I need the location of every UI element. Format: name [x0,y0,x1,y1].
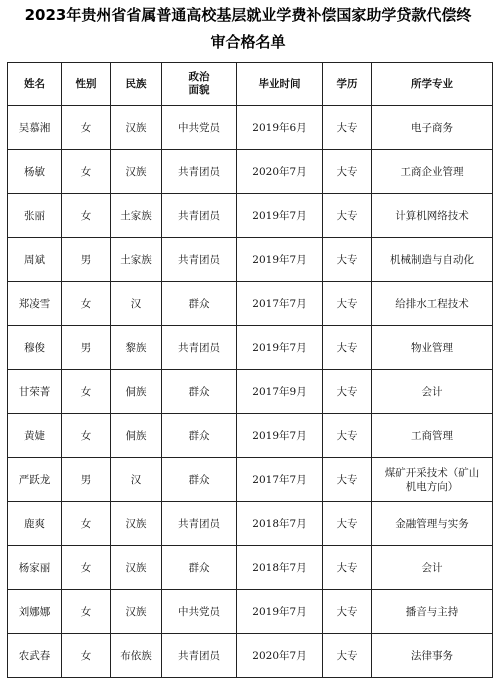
cell-graduation-date: 2019年7月 [237,414,323,458]
cell-major-text: 会计 [421,385,443,398]
cell-major-text: 工商管理 [411,429,453,442]
cell-ethnicity: 汉 [111,458,162,502]
cell-major [372,546,493,590]
page-title-line-1: 2023年贵州省省属普通高校基层就业学费补偿国家助学贷款代偿终 [24,6,472,24]
cell-ethnicity: 汉 [111,282,162,326]
cell-education: 大专 [323,106,372,150]
table-row [8,282,493,326]
cell-ethnicity: 汉族 [111,106,162,150]
cell-education: 大专 [323,370,372,414]
cell-ethnicity: 汉族 [111,150,162,194]
cell-graduation-date: 2018年7月 [237,546,323,590]
cell-ethnicity: 汉族 [111,502,162,546]
cell-graduation-date: 2017年9月 [237,370,323,414]
cell-major-text: 法律事务 [411,649,453,662]
table-row [8,546,493,590]
cell-political-status: 中共党员 [162,106,237,150]
cell-political-status: 共青团员 [162,634,237,678]
cell-gender: 男 [62,326,111,370]
cell-major [372,590,493,634]
cell-education: 大专 [323,326,372,370]
cell-political-status: 共青团员 [162,150,237,194]
cell-ethnicity: 土家族 [111,238,162,282]
table-row [8,106,493,150]
cell-gender: 女 [62,590,111,634]
cell-graduation-date: 2019年7月 [237,590,323,634]
table-row [8,634,493,678]
cell-education: 大专 [323,546,372,590]
cell-ethnicity: 土家族 [111,194,162,238]
cell-gender: 女 [62,106,111,150]
cell-major [372,502,493,546]
cell-major [372,370,493,414]
cell-gender: 男 [62,458,111,502]
cell-name: 刘娜娜 [8,590,62,634]
table-row [8,590,493,634]
table-row [8,502,493,546]
cell-ethnicity: 黎族 [111,326,162,370]
cell-graduation-date: 2020年7月 [237,150,323,194]
cell-name: 黄婕 [8,414,62,458]
cell-major-text: 电子商务 [411,121,453,134]
cell-education: 大专 [323,458,372,502]
cell-major-text: 计算机网络技术 [395,209,469,222]
cell-political-status: 群众 [162,458,237,502]
cell-education: 大专 [323,414,372,458]
cell-education: 大专 [323,502,372,546]
table-row [8,194,493,238]
cell-political-status: 共青团员 [162,326,237,370]
cell-major-text: 工商企业管理 [400,165,464,178]
cell-political-status: 共青团员 [162,194,237,238]
cell-gender: 女 [62,502,111,546]
cell-name: 郑凌雪 [8,282,62,326]
cell-political-status: 共青团员 [162,238,237,282]
cell-gender: 女 [62,370,111,414]
header-name: 姓名 [8,63,62,106]
cell-graduation-date: 2019年7月 [237,326,323,370]
table-row [8,414,493,458]
cell-gender: 女 [62,282,111,326]
cell-major [372,634,493,678]
cell-major-text: 金融管理与实务 [395,517,469,530]
cell-education: 大专 [323,282,372,326]
cell-graduation-date: 2019年6月 [237,106,323,150]
cell-gender: 女 [62,546,111,590]
header-political-status-label: 政治面貌 [188,71,210,96]
cell-education: 大专 [323,590,372,634]
cell-major [372,326,493,370]
cell-education: 大专 [323,238,372,282]
cell-graduation-date: 2017年7月 [237,458,323,502]
cell-political-status: 群众 [162,282,237,326]
cell-major-text: 煤矿开采技术（矿山机电方向） [384,466,480,493]
cell-major [372,414,493,458]
cell-gender: 女 [62,194,111,238]
cell-education: 大专 [323,634,372,678]
table-row [8,150,493,194]
cell-major-text: 机械制造与自动化 [390,253,474,266]
cell-graduation-date: 2018年7月 [237,502,323,546]
cell-graduation-date: 2019年7月 [237,194,323,238]
cell-major [372,194,493,238]
table-row [8,326,493,370]
cell-gender: 男 [62,238,111,282]
cell-education: 大专 [323,150,372,194]
header-ethnicity: 民族 [111,63,162,106]
cell-major [372,282,493,326]
cell-major-text: 播音与主持 [405,605,459,618]
table-header-row [8,63,493,106]
cell-political-status: 共青团员 [162,502,237,546]
table-row [8,370,493,414]
cell-political-status: 中共党员 [162,590,237,634]
header-education: 学历 [323,63,372,106]
cell-name: 杨敏 [8,150,62,194]
header-gender: 性别 [62,63,111,106]
cell-name: 杨家丽 [8,546,62,590]
cell-education: 大专 [323,194,372,238]
cell-political-status: 群众 [162,546,237,590]
cell-name: 吴慕湘 [8,106,62,150]
header-political-status [162,63,237,106]
cell-gender: 女 [62,150,111,194]
cell-name: 穆俊 [8,326,62,370]
cell-major [372,106,493,150]
roster-table [7,62,493,678]
header-graduation-date: 毕业时间 [237,63,323,106]
cell-ethnicity: 汉族 [111,590,162,634]
cell-ethnicity: 汉族 [111,546,162,590]
cell-major-text: 给排水工程技术 [395,297,469,310]
cell-major [372,150,493,194]
cell-name: 鹿爽 [8,502,62,546]
cell-major [372,238,493,282]
table-row [8,238,493,282]
cell-ethnicity: 侗族 [111,370,162,414]
page-title-line-2: 审合格名单 [210,33,286,51]
cell-major-text: 会计 [421,561,443,574]
cell-graduation-date: 2020年7月 [237,634,323,678]
cell-political-status: 群众 [162,370,237,414]
cell-graduation-date: 2019年7月 [237,238,323,282]
cell-ethnicity: 侗族 [111,414,162,458]
cell-ethnicity: 布依族 [111,634,162,678]
table-row [8,458,493,502]
cell-name: 甘荣菁 [8,370,62,414]
page-title [0,0,496,56]
cell-gender: 女 [62,634,111,678]
cell-name: 张丽 [8,194,62,238]
table-body [8,106,493,678]
cell-name: 农武春 [8,634,62,678]
cell-major [372,458,493,502]
header-major: 所学专业 [372,63,493,106]
cell-gender: 女 [62,414,111,458]
cell-name: 周斌 [8,238,62,282]
cell-graduation-date: 2017年7月 [237,282,323,326]
cell-name: 严跃龙 [8,458,62,502]
cell-major-text: 物业管理 [411,341,453,354]
cell-political-status: 群众 [162,414,237,458]
